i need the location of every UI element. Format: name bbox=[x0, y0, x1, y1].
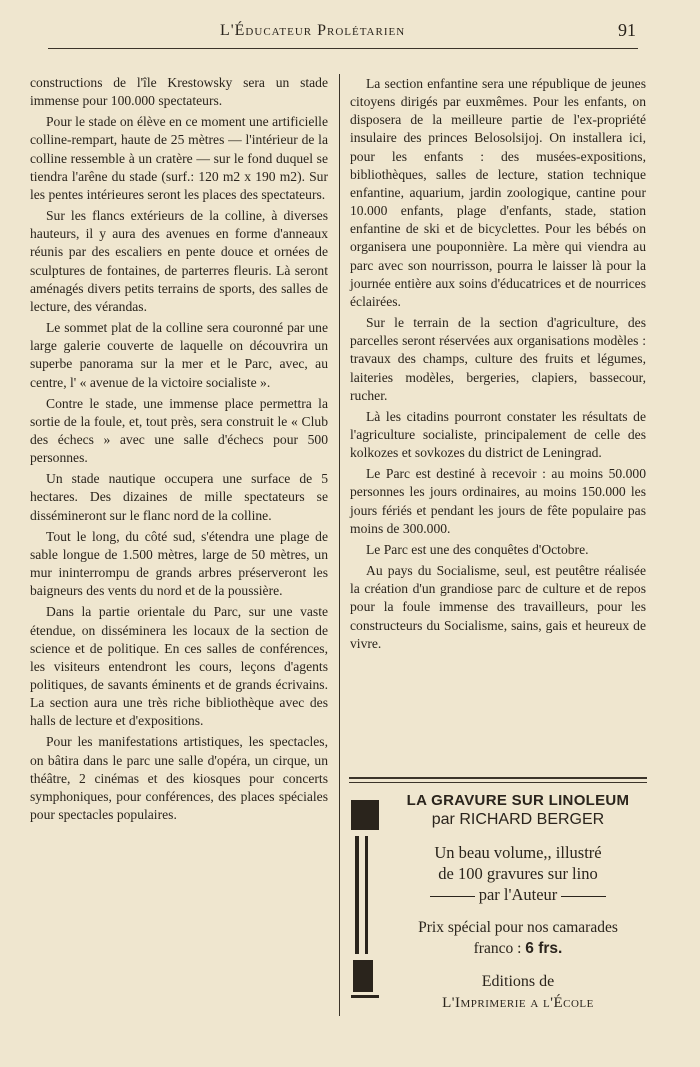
ad-rule-thin bbox=[349, 782, 647, 783]
dash-rule bbox=[561, 896, 606, 897]
left-column bbox=[30, 74, 328, 827]
ad-title: LA GRAVURE SUR LINOLEUM bbox=[406, 792, 630, 809]
paragraph: constructions de l'île Krestowsky sera un stade immense pour 100.000 spectateurs. bbox=[30, 75, 328, 109]
paragraph: Dans la partie orientale du Parc, sur une vaste étendue, on disséminera les locaux de la section de science et de politique. En ces salles de conférences, les visiteurs entendront les cours, leçons d'agents politiques, de savants éminents et de grands écrivains. La section aura une très riche bibliothèque avec des halls de lecture et d'expositions. bbox=[30, 604, 328, 729]
page-header bbox=[30, 20, 640, 46]
paragraph: Contre le stade, une immense place permettra la sortie de la foule, et, tout près, sera construit le « Club des échecs » avec une salle d'échecs pour 500 personnes. bbox=[30, 395, 328, 466]
ad-line: Un beau volume,, illustré bbox=[434, 843, 602, 862]
ad-line-author bbox=[387, 884, 649, 905]
advertisement bbox=[349, 790, 649, 1011]
right-column bbox=[350, 75, 646, 656]
paragraph: Au pays du Socialisme, seul, est peutêtre réalisée la création d'un grandiose parc de culture et de repos pour la foule immense des travailleurs, pour les constructeurs du Socialisme, sains, gais et heureux de vivre. bbox=[350, 563, 646, 651]
paragraph: Là les citadins pourront constater les résultats de l'agriculture socialiste, principalement de celle des kolkozes et sovkozes du district de Leningrad. bbox=[350, 408, 646, 461]
price-value: 6 frs. bbox=[525, 940, 563, 957]
ad-publisher: L'Imprimerie a l'École bbox=[442, 995, 594, 1011]
paragraph: Sur le terrain de la section d'agriculture, des parcelles seront réservées aux organisations modèles : travaux des champs, culture des fruits et légumes, laiteries modèles, bergeries, clapiers, bassecour, rucher. bbox=[350, 315, 646, 403]
paragraph: Tout le long, du côté sud, s'étendra une plage de sable longue de 1.500 mètres, large de 50 mètres, un mur ininterrompu de grands arbres préserveront les baigneurs des vents du nord et de la poussière. bbox=[30, 528, 328, 599]
ad-line: de 100 gravures sur lino bbox=[438, 864, 598, 883]
ad-price bbox=[387, 917, 649, 959]
ad-rule bbox=[349, 777, 647, 779]
paragraph: Sur les flancs extérieurs de la colline, à diverses hauteurs, il y aura des avenues en forme d'anneaux réunis par des escaliers en pente douce et ornées de sculptures de fontaines, de parterres fleuris. Là seront aménagés divers petits terrains de sports, des salles de lecture, des vérandas. bbox=[30, 208, 328, 314]
linocut-ornament-icon bbox=[351, 800, 379, 1000]
paragraph: Le Parc est une des conquêtes d'Octobre. bbox=[366, 541, 589, 557]
column-divider bbox=[339, 74, 340, 1016]
paragraph: Le Parc est destiné à recevoir : au moins 50.000 personnes les jours ordinaires, au moins 150.000 les jours fériés et pendant les jours de fête populaire pas moins de 300.000. bbox=[350, 466, 646, 536]
ad-author: par RICHARD BERGER bbox=[431, 811, 605, 828]
page-number: 91 bbox=[618, 20, 636, 40]
running-title: L'Éducateur Prolétarien bbox=[220, 22, 406, 39]
ad-text bbox=[387, 790, 649, 1012]
paragraph: Pour le stade on élève en ce moment une artificielle colline-rempart, haute de 25 mètres — l'intérieur de la colline ressemble à un cratère — sur le fond duquel se tiendra l'arêne du stade (surf.: 120 m2 x 190 m2). Sur les pentes intérieures seront les places des spectateurs. bbox=[30, 114, 328, 202]
paragraph: Le sommet plat de la colline sera couronné par une large galerie couverte de laquelle on découvrira un superbe panorama sur la mer et le Parc, avec, au centre, l' « avenue de la victoire socialiste ». bbox=[30, 320, 328, 390]
price-prefix: franco : bbox=[473, 940, 522, 957]
paragraph: La section enfantine sera une république de jeunes citoyens dirigés par euxmêmes. Pour les enfants, on disposera de la meilleure partie de l'ex-propriété insulaire des princes Belosolsijoj. On installera ici, pour les enfants : des musées-expositions, bibliothèques, salles de lecture, station technique enfantine, aquarium, jardin zoologique, cantine pour 10.000 enfants, plage d'enfants, stade, station enfantine de ski et de bicyclettes. Pour les bébés on organisera une pouponnière. La mère qui viendra au parc avec son nourrisson, pourra le laisser là pour la journée entière aux soins d'éducatrices et de nourrices éclairées. bbox=[350, 76, 646, 309]
price-note: Prix spécial pour nos camarades bbox=[418, 919, 618, 936]
dash-rule bbox=[430, 896, 475, 897]
paragraph: Un stade nautique occupera une surface de 5 hectares. Des dizaines de mille spectateurs se dissémineront sur le flanc nord de la colline. bbox=[30, 471, 328, 523]
header-rule bbox=[48, 48, 638, 49]
paragraph: Pour les manifestations artistiques, les spectacles, on bâtira dans le parc une salle d'opéra, un cirque, un théâtre, 2 cinémas et des kiosques pour concerts symphoniques, pour conférences, des places spéciales pour spectacles populaires. bbox=[30, 734, 328, 823]
price-line bbox=[387, 938, 649, 959]
ad-line-text: par l'Auteur bbox=[478, 885, 558, 904]
ad-editions: Editions de bbox=[481, 973, 555, 990]
